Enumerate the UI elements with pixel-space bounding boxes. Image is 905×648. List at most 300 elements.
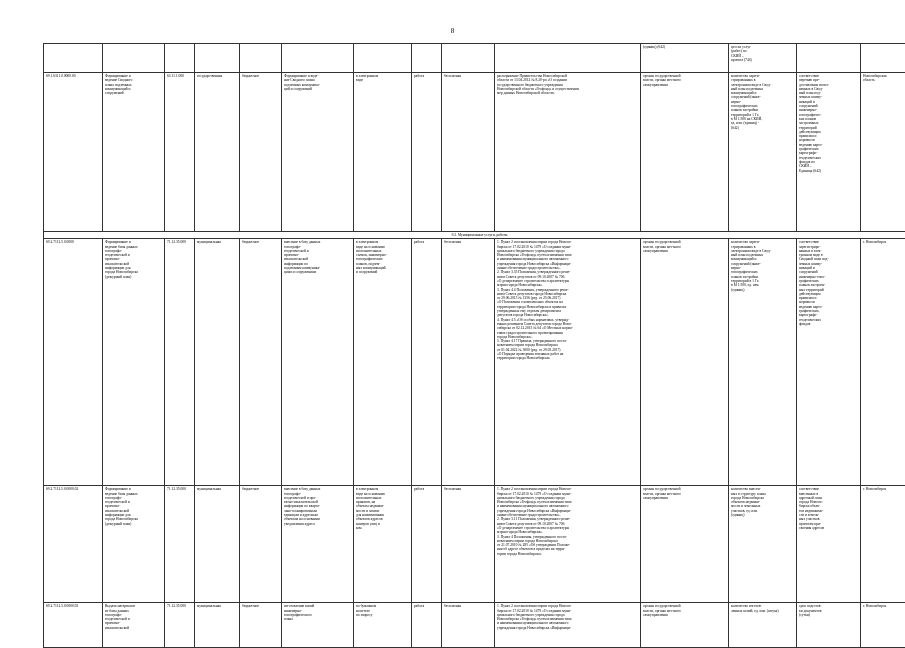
cell-line: графических,: [799, 309, 858, 313]
cell-line: ки документов: [799, 609, 858, 613]
cell-line: ных территорий: [799, 288, 858, 292]
cell-line: геодезических: [799, 318, 858, 322]
cell-line: ведение базы данных: [105, 492, 162, 496]
cell-line: города Новосибирска: [105, 270, 162, 274]
cell-line: территории города Новосибирска»: [497, 356, 638, 360]
cell-line: своения адресов: [799, 526, 858, 530]
cell-line: мэрии города Новосибирска».: [497, 530, 638, 534]
quality-cell: [797, 603, 861, 648]
form-cell: [354, 486, 412, 603]
indicators-cell: [729, 239, 797, 486]
cell-line: СКИЙ –: [799, 164, 858, 168]
cell-line: внесение в базу данных: [284, 487, 351, 491]
cell-line: графических: [799, 147, 858, 151]
cell-line: ципального бюджетного учреждения города: [497, 249, 638, 253]
cell-line: 1. Пункт 2 постановления мэрии города Новоси-: [497, 604, 638, 608]
cell-line: фондов: [799, 322, 858, 326]
cell-line: застроенных: [799, 121, 858, 125]
cell-line: геодезических: [799, 156, 858, 160]
cell-line: Сводный план под-: [799, 257, 858, 261]
cell-line: самоуправления: [643, 249, 726, 253]
cell-line: проектно-: [105, 504, 162, 508]
okved-cell: 71.12.35.000: [165, 239, 195, 486]
cell-line: депутатов города Новосибирска».: [497, 313, 638, 317]
cell-line: тронном виде в: [799, 253, 858, 257]
cell-line: циям и сооружениям: [284, 270, 351, 274]
cell-line: 1. Пункт 2 постановления мэрии города Новоси-: [497, 487, 638, 491]
cell-line: 3. Пункт 4.4 Положения, утвержденного реше-: [497, 288, 638, 292]
cell-line: доставления испол-: [799, 83, 858, 87]
page-number: 8: [0, 27, 905, 35]
price-cell: бесплатная: [442, 603, 495, 648]
cell-line: от 21.07.2010 № 285 «Об утверждении Положе-: [497, 543, 638, 547]
cell-line: ных в структуру плана: [731, 492, 794, 496]
cell-line: геодезической и: [105, 253, 162, 257]
type-cell: работа: [412, 239, 442, 486]
cell-line: цессах услуг: [731, 45, 794, 49]
continuation-cell: [240, 44, 282, 73]
cell-line: геодезической и: [105, 500, 162, 504]
cell-line: енных решением Совета депутатов города Ново-: [497, 322, 638, 326]
cell-line: область: [863, 78, 905, 82]
indicators-cell: [729, 486, 797, 603]
cell-line: ведению карто-: [799, 143, 858, 147]
cell-line: правилам и: [799, 134, 858, 138]
cell-line: (дежурный план): [105, 522, 162, 526]
cell-line: 2. Пункт 3.11 Положения, утвержденного реше-: [497, 517, 638, 521]
cell-line: Новосибирской области «Геофонд» и осуществлении: [497, 87, 638, 91]
cell-line: информации по кварта-: [284, 504, 351, 508]
cell-line: картографо-: [799, 151, 858, 155]
cell-line: мер данных Новосибирской области»: [497, 91, 638, 95]
cell-line: в электронном: [356, 487, 409, 491]
service-kind-cell: государственная: [195, 73, 240, 232]
cell-line: сооружений: [799, 104, 858, 108]
cell-line: Новосибирская: [863, 74, 905, 78]
cell-line: (работ) по: [731, 49, 794, 53]
cell-line: уведомления адреса: [284, 522, 351, 526]
legal-basis-cell: [495, 73, 641, 232]
content-cell: [282, 486, 354, 603]
cell-line: топографо-: [105, 249, 162, 253]
cell-line: электронном виде в Свод-: [731, 249, 794, 253]
cell-line: города Новосибирска: [731, 496, 794, 500]
cell-line: плана: [284, 617, 351, 621]
cell-line: территорий: [799, 126, 858, 130]
cell-line: Формирование и: [105, 487, 162, 491]
cell-line: онные обеспечение градостроительства».: [497, 513, 638, 517]
cell-line: Новосибирска «Геофонд» путем изменения типа: [497, 617, 638, 621]
cell-line: сибирска от 02.12.2015 № 64 «О Местных норма-: [497, 326, 638, 330]
cell-line: ком: [356, 526, 409, 530]
cell-line: новлением мэрии города Новосибирска: [497, 343, 638, 347]
cell-line: из базы данных: [105, 609, 162, 613]
cell-line: адресный план: [799, 496, 858, 500]
cell-line: топографичес-: [799, 113, 858, 117]
cell-line: стрированных в: [731, 245, 794, 249]
cell-line: коммуникаций и: [731, 91, 794, 95]
cell-line: изыскательской: [105, 626, 162, 630]
cell-line: 3. Пункт 4 Положения, утвержденного поста-: [497, 535, 638, 539]
cell-line: ких планов: [799, 117, 858, 121]
cell-line: (единиц): [731, 513, 794, 517]
section-title: 9.2. Муниципальные услуги, работы: [44, 232, 905, 239]
cell-line: Выдача материалов: [105, 604, 162, 608]
cell-line: топографических: [356, 257, 409, 261]
cell-line: бирска объек-: [799, 504, 858, 508]
territory-cell: [861, 239, 905, 486]
cell-line: (единиц) (642): [643, 45, 726, 49]
registry-code-cell: 69.2.7112.5.0.0000: [44, 239, 103, 486]
cell-line: внесение в базу данных: [284, 240, 351, 244]
continuation-row: [44, 44, 905, 73]
cell-line: «О департаменте строительства и архитектуры: [497, 526, 638, 530]
cell-line: соответствие: [799, 240, 858, 244]
cell-line: территорий в 1 Га: [731, 279, 794, 283]
legal-basis-cell: [495, 239, 641, 486]
registry-code-cell: 69.1.6311.0.0000.00: [44, 73, 103, 232]
continuation-cell: [442, 44, 495, 73]
cell-line: Формирование и: [105, 240, 162, 244]
cell-line: 5. Пункт 4.17 Правила, утвержденного поста-: [497, 339, 638, 343]
cell-line: в М 1:500, ед. изм.: [731, 283, 794, 287]
cell-line: изыскательской: [284, 257, 351, 261]
cell-line: тории города Новосибирска»: [497, 552, 638, 556]
continuation-cell: [729, 44, 797, 73]
cell-line: приказов, на: [356, 500, 409, 504]
cell-line: виде на основании: [356, 245, 409, 249]
cell-line: срок подготов-: [799, 604, 858, 608]
cell-line: нием Совета депутатов от 09.10.2007 № 706: [497, 275, 638, 279]
cell-line: учреждения города Новосибирска «Информаци-: [497, 626, 638, 630]
cell-line: (сутки): [799, 613, 858, 617]
cell-line: в М 1:500 на СКИЙ,: [731, 117, 794, 121]
institution-type-cell: бюджетное: [240, 603, 282, 648]
provider-cell: [641, 73, 729, 232]
cell-line: распоряжение Правительства Новосибирской: [497, 74, 638, 78]
cell-line: соответствие: [799, 487, 858, 491]
cell-line: топографических: [731, 104, 794, 108]
okved-cell: 71.12.35.000: [165, 603, 195, 648]
cell-line: электронном виде в Свод-: [731, 83, 794, 87]
cell-line: самоуправления: [643, 83, 726, 87]
cell-line: коммуникаций и: [105, 87, 162, 91]
legal-basis-cell: [495, 486, 641, 603]
cell-line: органы государственной: [643, 604, 726, 608]
institution-type-cell: бюджетное: [240, 486, 282, 603]
service-name-cell: [103, 73, 165, 232]
table-row: [44, 239, 905, 486]
cell-line: планов застройки: [731, 108, 794, 112]
cell-line: инженерно-: [284, 609, 351, 613]
cell-line: и сооружений: [356, 270, 409, 274]
cell-line: учреждения города Новосибирска «Информаци-: [497, 509, 638, 513]
cell-line: перечню пре-: [799, 78, 858, 82]
cell-line: области от 13.04.2012 № 8.20-рп «О создании: [497, 78, 638, 82]
table-row: [44, 73, 905, 232]
cell-line: действующим: [799, 130, 858, 134]
cell-line: ципального бюджетного учреждения города: [497, 613, 638, 617]
cell-line: количество внесен-: [731, 487, 794, 491]
cell-line: планов застроен-: [799, 283, 858, 287]
cell-line: онные обеспечение градостроительства».: [497, 266, 638, 270]
cell-line: власти, органы местного: [643, 609, 726, 613]
cell-line: планов застройки: [731, 275, 794, 279]
table-row: [44, 603, 905, 648]
cell-line: утвержденных ему отделам департамента: [497, 309, 638, 313]
cell-line: виде на основании: [356, 492, 409, 496]
quality-cell: [797, 239, 861, 486]
cell-line: сти и земель-: [799, 513, 858, 517]
type-cell: работа: [412, 603, 442, 648]
cell-line: (642): [731, 126, 794, 130]
territory-cell: [861, 603, 905, 648]
cell-line: информации для: [105, 513, 162, 517]
cell-line: и наименования муниципального автономного: [497, 257, 638, 261]
cell-line: ведение базы данных: [105, 245, 162, 249]
cell-line: города Новосибирска: [105, 517, 162, 521]
cell-line: единицам и адресным: [284, 513, 351, 517]
indicators-cell: [729, 73, 797, 232]
cell-line: от 01.04.2022 № 3000 (ред. от 29.05.2017): [497, 348, 638, 352]
continuation-cell: [861, 44, 905, 73]
cell-line: инженерно-топо-: [799, 275, 858, 279]
cell-line: мэрии города Новосибирска».: [497, 283, 638, 287]
cell-line: нерно-: [731, 100, 794, 104]
continuation-cell: [797, 44, 861, 73]
cell-line: количество зареги-: [731, 240, 794, 244]
cell-line: власти, органы местного: [643, 78, 726, 82]
cell-line: ектно-изыскательской: [284, 500, 351, 504]
cell-line: сооружений (инже-: [731, 262, 794, 266]
territory-cell: [861, 73, 905, 232]
cell-line: самоуправления: [643, 613, 726, 617]
cell-line: ния об адресе объектов в пределах на терри-: [497, 547, 638, 551]
cell-line: по запросу: [356, 613, 409, 617]
cell-line: информации по: [284, 262, 351, 266]
continuation-cell: [165, 44, 195, 73]
cell-line: топографо-: [105, 496, 162, 500]
cell-line: нормам по: [799, 138, 858, 142]
provider-cell: [641, 239, 729, 486]
cell-line: в электронном: [356, 74, 409, 78]
cell-line: ванных в элек-: [799, 249, 858, 253]
table-body: [44, 44, 905, 648]
cell-line: по бумажном: [356, 604, 409, 608]
cell-line: сооружений (инже-: [731, 95, 794, 99]
quality-cell: [797, 486, 861, 603]
cell-line: съемок, инженерно-: [356, 253, 409, 257]
continuation-cell: [354, 44, 412, 73]
cell-line: территорий в 1 Га: [731, 113, 794, 117]
cell-line: земных комму-: [799, 262, 858, 266]
cell-line: участков, ед. изм.: [731, 509, 794, 513]
cell-line: Формирование и веде-: [284, 74, 351, 78]
indicators-cell: [729, 603, 797, 648]
cell-line: нормам по: [799, 300, 858, 304]
cell-line: власти, органы местного: [643, 492, 726, 496]
cell-line: 2. Пункт 3.35 Положения, утвержденного реше-: [497, 270, 638, 274]
cell-line: никаций и: [799, 100, 858, 104]
cell-line: объектам на основании: [284, 517, 351, 521]
cell-line: исполнительных: [356, 496, 409, 500]
cell-line: соответствие: [799, 74, 858, 78]
content-cell: [282, 73, 354, 232]
cell-line: бирска от 17.02.2010 № 1479 «О создании муни-: [497, 492, 638, 496]
cell-line: ненных в Свод-: [799, 87, 858, 91]
cell-line: «О Положении о комплексных объектах на: [497, 300, 638, 304]
type-cell: работа: [412, 73, 442, 232]
cell-line: Новосибирска «Геофонд» путем изменения типа: [497, 500, 638, 504]
cell-line: органы государственной: [643, 240, 726, 244]
cell-line: внесенных в: [799, 492, 858, 496]
cell-line: геодезической и: [284, 249, 351, 253]
type-cell: работа: [412, 486, 442, 603]
cell-line: «О департаменте строительства и архитектуры: [497, 279, 638, 283]
cell-line: от 29.06.2015 № 1356 (ред. от 25.06.2017): [497, 296, 638, 300]
cell-line: ных коммуникаций: [356, 266, 409, 270]
cell-line: 4. Пункт 4.5 «Об особых нормативах, утвержд-: [497, 318, 638, 322]
cell-line: изготовление копий: [284, 604, 351, 608]
cell-line: инженерно-: [799, 108, 858, 112]
cell-line: нерно-: [731, 266, 794, 270]
cell-line: мости и земельных: [731, 504, 794, 508]
cell-line: Формирование и: [105, 74, 162, 78]
cell-line: и наименования муниципального автономного: [497, 504, 638, 508]
cell-line: власти, органы местного: [643, 245, 726, 249]
cell-line: тивах градостроительного проектирования: [497, 331, 638, 335]
cell-line: никаций и: [799, 266, 858, 270]
cell-line: ций и сооружений: [284, 87, 351, 91]
cell-line: ный план под-: [799, 91, 858, 95]
service-name-cell: [103, 486, 165, 603]
continuation-cell: [44, 44, 103, 73]
cell-line: коммуникаций и: [731, 257, 794, 261]
cell-line: в электронном: [356, 240, 409, 244]
cell-line: новлением мэрии города Новосибирска: [497, 539, 638, 543]
territory-cell: [861, 486, 905, 603]
cell-line: графических: [799, 279, 858, 283]
continuation-cell: [195, 44, 240, 73]
cell-line: количество изготов-: [731, 604, 794, 608]
provider-cell: [641, 603, 729, 648]
service-kind-cell: муниципальная: [195, 486, 240, 603]
cell-line: льно-планировочным: [284, 509, 351, 513]
cell-line: (дежурный план): [105, 275, 162, 279]
cell-line: Новосибирска «Геофонд» путем изменения типа: [497, 253, 638, 257]
cell-line: нием Совета депутатов от 09.10.2007 № 706: [497, 522, 638, 526]
cell-line: зарегистриро-: [799, 245, 858, 249]
cell-line: планов, подзем-: [356, 262, 409, 266]
cell-line: проектно-: [284, 253, 351, 257]
cell-line: тов недвижимо-: [799, 509, 858, 513]
provider-cell: [641, 486, 729, 603]
cell-line: ципального бюджетного учреждения города: [497, 496, 638, 500]
cell-line: города Новоси-: [799, 500, 858, 504]
cell-line: для наименования: [356, 513, 409, 517]
cell-line: информации для: [105, 266, 162, 270]
cell-line: стрированных в: [731, 78, 794, 82]
cell-line: топографо-: [284, 245, 351, 249]
cell-line: СКИЙ –: [731, 54, 794, 58]
okved-cell: 63.11.1.000: [165, 73, 195, 232]
cell-line: изыскательской: [105, 509, 162, 513]
cell-line: правилам и: [799, 296, 858, 300]
form-cell: [354, 239, 412, 486]
cell-line: самоуправления: [643, 496, 726, 500]
cell-line: г. Новосибирск: [863, 240, 905, 244]
service-name-cell: [103, 239, 165, 486]
table-row: [44, 486, 905, 603]
content-cell: [282, 603, 354, 648]
cell-line: номеров улиц и: [356, 522, 409, 526]
cell-line: подземным коммуника-: [284, 266, 351, 270]
service-name-cell: [103, 603, 165, 648]
cell-line: территории города Новосибирска и правилах: [497, 305, 638, 309]
cell-line: объектов адресов: [356, 517, 409, 521]
cell-line: сооружений: [105, 91, 162, 95]
cell-line: (единиц): [731, 288, 794, 292]
cell-line: мости и записи: [356, 509, 409, 513]
cell-line: количество зареги-: [731, 74, 794, 78]
cell-line: Единица (642): [799, 169, 858, 173]
institution-type-cell: бюджетное: [240, 239, 282, 486]
cell-line: картографо-: [799, 313, 858, 317]
cell-line: города Новосибирска».: [497, 335, 638, 339]
cell-line: г. Новосибирск: [863, 604, 905, 608]
price-cell: бесплатная: [442, 486, 495, 603]
cell-line: проектно-: [105, 257, 162, 261]
cell-line: ведению карто-: [799, 305, 858, 309]
service-kind-cell: муниципальная: [195, 239, 240, 486]
cell-line: нием Совета депутатов города Новосибирска: [497, 292, 638, 296]
cell-line: ный план подземных: [731, 87, 794, 91]
cell-line: ведение Сводного: [105, 78, 162, 82]
cell-line: бирска от 17.02.2010 № 1479 «О создании муни-: [497, 245, 638, 249]
continuation-cell: [641, 44, 729, 73]
continuation-cell: [495, 44, 641, 73]
cell-line: плана подземных: [105, 83, 162, 87]
price-cell: бесплатная: [442, 73, 495, 232]
cell-line: земных комму-: [799, 95, 858, 99]
legal-basis-cell: [495, 603, 641, 648]
institution-type-cell: бюджетное: [240, 73, 282, 232]
cell-line: учреждения города Новосибирска «Информаци-: [497, 262, 638, 266]
cell-line: ед. изм. (единиц) -: [731, 121, 794, 125]
form-cell: [354, 603, 412, 648]
cell-line: топографо-: [284, 492, 351, 496]
cell-line: топографических: [731, 270, 794, 274]
continuation-cell: [103, 44, 165, 73]
cell-line: топографического: [284, 613, 351, 617]
services-register-table: [43, 43, 905, 648]
cell-line: исполнительных: [356, 249, 409, 253]
cell-line: фондов по: [799, 160, 858, 164]
cell-line: проектам при-: [799, 522, 858, 526]
continuation-cell: [282, 44, 354, 73]
cell-line: проекта (744): [731, 58, 794, 62]
service-kind-cell: муниципальная: [195, 603, 240, 648]
section-row: [44, 232, 905, 239]
cell-line: и наименования муниципального автономного: [497, 621, 638, 625]
registry-code-cell: 69.2.7112.5.0.0000.03: [44, 603, 103, 648]
registry-code-cell: 69.2.7112.5.0.0000.02: [44, 486, 103, 603]
cell-line: «О Порядке проведения земляных работ на: [497, 352, 638, 356]
cell-line: геодезической и: [105, 617, 162, 621]
cell-line: объектов недвижи-: [731, 500, 794, 504]
cell-line: объекты недвижи-: [356, 504, 409, 508]
cell-line: топографо-: [105, 613, 162, 617]
